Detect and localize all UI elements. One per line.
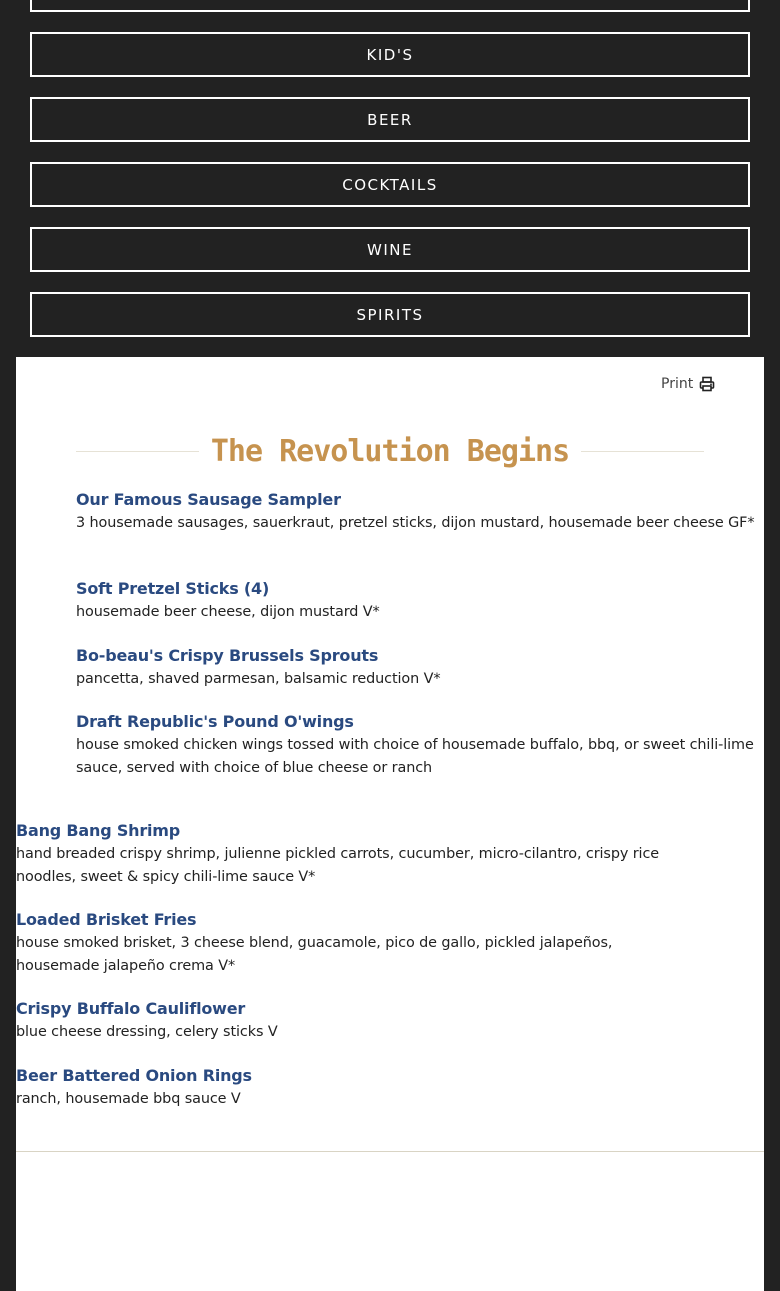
menu-item-description: hand breaded crispy shrimp, julienne pickled carrots, cucumber, micro-cilantro, crispy rice noodles, sweet & spicy chili-lime sauce V*	[16, 846, 660, 885]
menu-item-description: housemade beer cheese, dijon mustard V*	[76, 604, 380, 620]
nav-button-spirits[interactable]: SPIRITS	[30, 292, 750, 337]
menu-item-name: Beer Battered Onion Rings	[16, 1066, 252, 1085]
print-button[interactable]	[661, 373, 715, 395]
menu-item	[16, 998, 706, 1044]
section-header	[76, 429, 704, 473]
menu-item	[16, 909, 656, 978]
printer-icon	[699, 376, 715, 392]
menu-item	[16, 1065, 706, 1111]
menu-item-description: blue cheese dressing, celery sticks V	[16, 1024, 278, 1040]
menu-item	[76, 489, 756, 535]
menu-item	[76, 578, 756, 624]
menu-item-description: 3 housemade sausages, sauerkraut, pretzel sticks, dijon mustard, housemade beer cheese GF*	[76, 515, 755, 531]
menu-item-name: Our Famous Sausage Sampler	[76, 490, 341, 509]
menu-item	[16, 820, 706, 889]
nav-button-beer[interactable]: BEER	[30, 97, 750, 142]
category-nav	[0, 0, 780, 357]
nav-button-wine[interactable]: WINE	[30, 227, 750, 272]
nav-button-top-partial[interactable]	[30, 0, 750, 12]
title-divider-right	[581, 451, 704, 452]
menu-item-name: Bo-beau's Crispy Brussels Sprouts	[76, 646, 379, 665]
menu-item-name: Loaded Brisket Fries	[16, 910, 197, 929]
menu-item-name: Bang Bang Shrimp	[16, 821, 181, 840]
menu-item	[76, 645, 756, 691]
menu-panel	[16, 357, 764, 1291]
menu-item	[76, 711, 756, 780]
section-divider	[16, 1151, 764, 1152]
menu-item-description: house smoked chicken wings tossed with choice of housemade buffalo, bbq, or sweet chili-lime sauce, served with choice of blue cheese or ranch	[76, 737, 754, 776]
section-title: The Revolution Begins	[210, 433, 570, 469]
menu-item-description: ranch, housemade bbq sauce V	[16, 1091, 241, 1107]
menu-item-description: house smoked brisket, 3 cheese blend, guacamole, pico de gallo, pickled jalapeños, housemade jalapeño crema V*	[16, 935, 613, 974]
nav-button-kids[interactable]: KID'S	[30, 32, 750, 77]
menu-item-name: Crispy Buffalo Cauliflower	[16, 999, 246, 1018]
menu-item-name: Draft Republic's Pound O'wings	[76, 712, 354, 731]
menu-item-description: pancetta, shaved parmesan, balsamic reduction V*	[76, 671, 441, 687]
title-divider-left	[76, 451, 199, 452]
menu-item-name: Soft Pretzel Sticks (4)	[76, 579, 270, 598]
print-label: Print	[661, 376, 694, 392]
nav-button-cocktails[interactable]: COCKTAILS	[30, 162, 750, 207]
